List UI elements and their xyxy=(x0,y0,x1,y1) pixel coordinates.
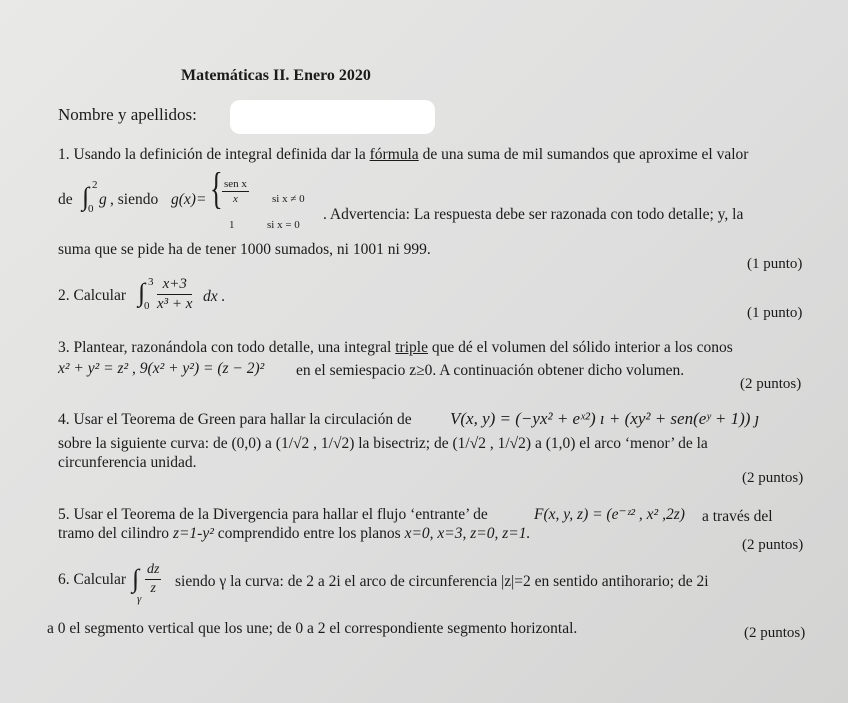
problem-1-points: (1 punto) xyxy=(747,256,803,272)
problem-5-points: (2 puntos) xyxy=(742,537,804,553)
integral-sign-icon: ∫ xyxy=(132,564,140,593)
problem-3-line-1: 3. Plantear, razonándola con todo detalle, una integral triple que dé el volumen del sólido interior a los conos xyxy=(58,339,733,356)
integral-sign-icon: ∫ xyxy=(138,278,146,307)
problem-5-line-2: tramo del cilindro z=1-y² comprendido entre los planos x=0, x=3, z=0, z=1. xyxy=(58,525,531,542)
problem-2-fraction: $\frac{x+3}{\text{x³ + x}}$ xyxy=(157,276,193,312)
problem-6-line-2: a 0 el segmento vertical que los une; de 0 a 2 el correspondiente segmento horizontal. xyxy=(47,620,578,637)
problem-1-int-upper: 2 xyxy=(92,179,98,191)
name-label: Nombre y apellidos: xyxy=(58,105,197,124)
problem-6-fraction: $\frac{dz}{z}$ xyxy=(147,562,160,596)
problem-4-line-2: sobre la siguiente curva: de (0,0) a (1/√2 , 1/√2) la bisectriz; de (1/√2 , 1/√2) a (1,0) el arco ‘menor’ de la xyxy=(58,435,708,452)
exam-title: Matemáticas II. Enero 2020 xyxy=(181,67,371,84)
problem-5-field: F(x, y, z) = (e⁻ᶻ² , x² ,2z) xyxy=(534,506,685,523)
problem-2-dx: dx . xyxy=(203,288,226,305)
problem-4-line-3: circunferencia unidad. xyxy=(58,454,197,471)
problem-1-case-2-val: 1 xyxy=(229,219,235,231)
problem-4-points: (2 puntos) xyxy=(742,470,804,486)
problem-1-gx: g(x)= xyxy=(171,191,207,208)
problem-1-line-1: 1. Usando la definición de integral definida dar la fórmula de una suma de mil sumandos que aproxime el valor xyxy=(58,146,749,163)
problem-1-integrand: g xyxy=(99,191,107,208)
left-brace-icon: { xyxy=(210,164,223,213)
problem-1-siendo: , siendo xyxy=(110,191,159,208)
problem-1-line-3: suma que se pide ha de tener 1000 sumados, ni 1001 ni 999. xyxy=(58,241,431,258)
problem-1-case-1-cond: si x ≠ 0 xyxy=(272,193,305,205)
problem-3-equations: x² + y² = z² , 9(x² + y²) = (z − 2)² xyxy=(58,360,265,377)
problem-6-points: (2 puntos) xyxy=(744,625,806,641)
problem-4-line-1: 4. Usar el Teorema de Green para hallar la circulación de xyxy=(58,411,412,428)
integral-sign-icon: ∫ xyxy=(82,182,90,211)
problem-6-line-1: siendo γ la curva: de 2 a 2i el arco de circunferencia |z|=2 en sentido antihorario; de 2i xyxy=(175,573,709,590)
problem-2-points: (1 punto) xyxy=(747,305,803,321)
problem-2-int-lower: 0 xyxy=(144,300,150,312)
problem-1-int-lower: 0 xyxy=(88,203,94,215)
problem-2-int-upper: 3 xyxy=(148,276,154,288)
problem-3-points: (2 puntos) xyxy=(740,376,802,392)
problem-6-int-lower: γ xyxy=(137,593,142,605)
redacted-name xyxy=(230,100,435,134)
problem-4-field: V(x, y) = (−yx² + eˣ²) ı + (xy² + sen(eʸ + 1)) ȷ xyxy=(450,409,760,428)
problem-1-case-1-fraction: sen x x xyxy=(224,178,247,205)
problem-5-line-1-end: a través del xyxy=(702,508,773,525)
problem-1-de: de xyxy=(58,191,73,208)
problem-3-line-2: en el semiespacio z≥0. A continuación obtener dicho volumen. xyxy=(296,362,685,379)
problem-1-advertencia: . Advertencia: La respuesta debe ser razonada con todo detalle; y, la xyxy=(323,206,744,223)
problem-2-label: 2. Calcular xyxy=(58,287,127,304)
problem-5-line-1: 5. Usar el Teorema de la Divergencia para hallar el flujo ‘entrante’ de xyxy=(58,506,488,523)
problem-6-label: 6. Calcular xyxy=(58,571,127,588)
problem-1-case-2-cond: si x = 0 xyxy=(267,219,300,231)
